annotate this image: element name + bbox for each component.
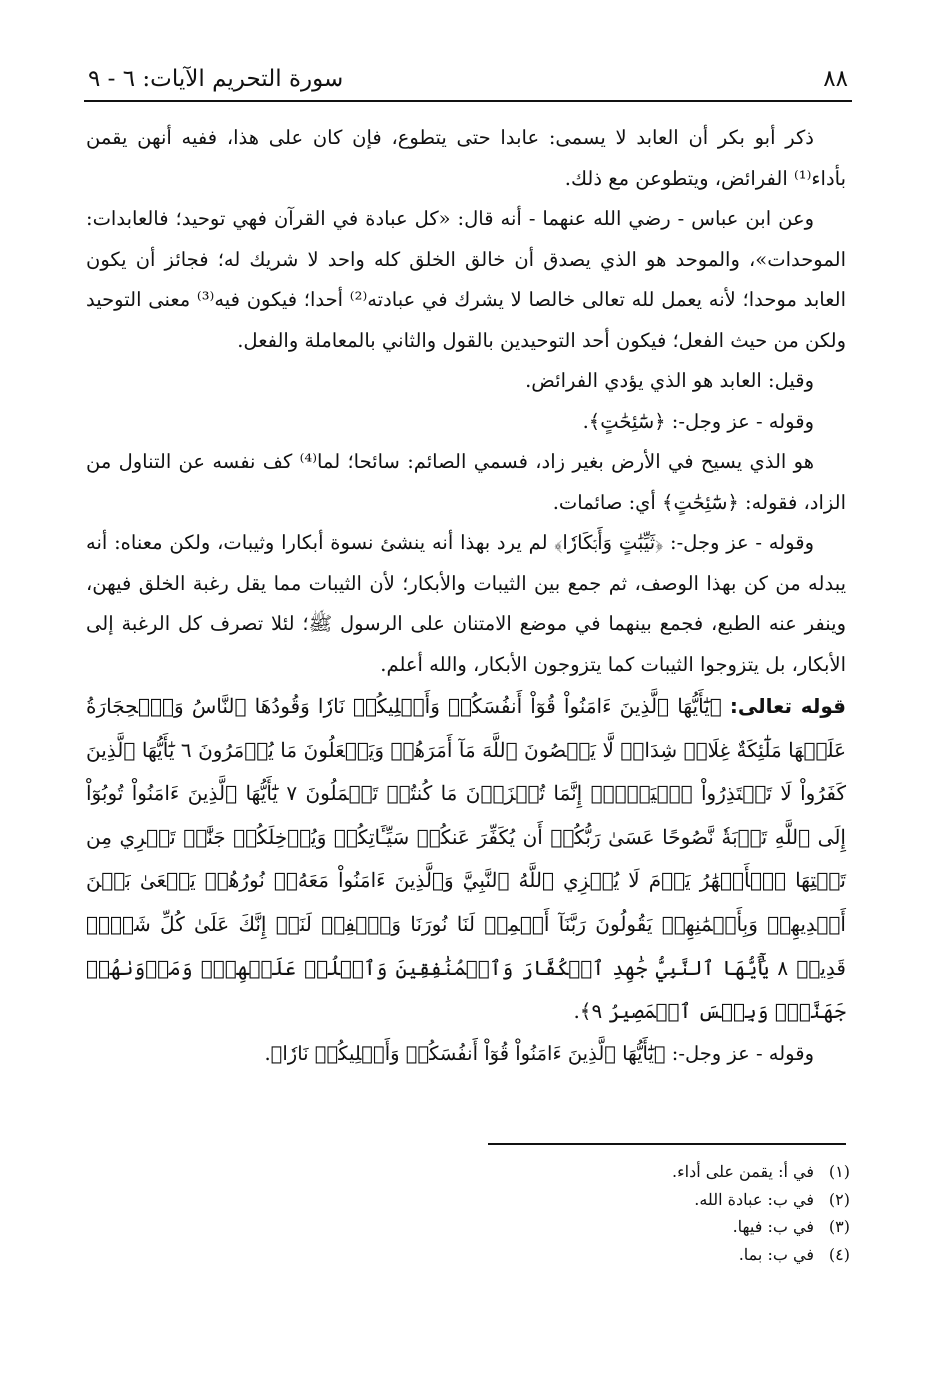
quran-passage	[86, 685, 846, 1034]
paragraph-2: وعن ابن عباس - رضي الله عنهما - أنه قال: «كل عبادة في القرآن فهي توحيد؛ فالعابدات: الموحدات»، والموحد هو الذي يصدق أن خالق الخلق كله واحد لا شريك له؛ فجائز أن يكون العابد موحدا؛ لأنه يعمل لله تعالى خالصا لا يشرك في عبادته⁽²⁾ أحدا؛ فيكون فيه⁽³⁾ معنى التوحيد ولكن من حيث الفعل؛ فيكون أحد التوحيدين بالقول والثاني بالمعاملة والفعل.	[86, 207, 847, 352]
footnote-number: (٤)	[828, 1244, 850, 1264]
footnote	[480, 1186, 850, 1214]
paragraph-6: وقوله - عز وجل-: ﴿ثَيِّبَٰتٍ وَأَبۡكَارٗا﴾ لم يرد بهذا أنه ينشئ نسوة أبكارا وثيبات، ولكن معناه: أنه يبدله من كن بهذا الوصف، ثم جمع بين الثيبات والأبكار؛ لأن الثيبات مما يقل رغبة الخلق فيهن، وينفر عنه الطبع، فجمع بينهما في موضع الامتنان على الرسول ﷺ؛ لئلا تصرف كل الرغبة إلى الأبكار، بل يتزوجوا الثيبات كما يتزوجون الأبكار، والله أعلم.	[86, 531, 846, 676]
running-header	[88, 58, 848, 100]
footnote-number: (٢)	[828, 1189, 850, 1209]
quran-verses: ﴿يَٰٓأَيُّهَا ٱلَّذِينَ ءَامَنُواْ قُوٓاْ أَنفُسَكُمۡ وَأَهۡلِيكُمۡ نَارٗا وَقُودُهَا ٱلنَّاسُ وَٱلۡحِجَارَةُ عَلَيۡهَا مَلَٰٓئِكَةٌ غِلَاظٞ شِدَادٞ لَّا يَعۡصُونَ ٱللَّهَ مَآ أَمَرَهُمۡ وَيَفۡعَلُونَ مَا يُؤۡمَرُونَ ٦ يَٰٓأَيُّهَا ٱلَّذِينَ كَفَرُواْ لَا تَعۡتَذِرُواْ ٱلۡيَوۡمَۖ إِنَّمَا تُجۡزَوۡنَ مَا كُنتُمۡ تَعۡمَلُونَ ٧ يَٰٓأَيُّهَا ٱلَّذِينَ ءَامَنُواْ تُوبُوٓاْ إِلَى ٱللَّهِ تَوۡبَةٗ نَّصُوحًا عَسَىٰ رَبُّكُمۡ أَن يُكَفِّرَ عَنكُمۡ سَيِّـَٔاتِكُمۡ وَيُدۡخِلَكُمۡ جَنَّٰتٖ تَجۡرِي مِن تَحۡتِهَا ٱلۡأَنۡهَٰرُ يَوۡمَ لَا يُخۡزِي ٱللَّهُ ٱلنَّبِيَّ وَٱلَّذِينَ ءَامَنُواْ مَعَهُۥۖ نُورُهُمۡ يَسۡعَىٰ بَيۡنَ أَيۡدِيهِمۡ وَبِأَيۡمَٰنِهِمۡ يَقُولُونَ رَبَّنَآ أَتۡمِمۡ لَنَا نُورَنَا وَٱغۡفِرۡ لَنَآۖ إِنَّكَ عَلَىٰ كُلِّ شَيۡءٖ قَدِيرٞ ٨ يَٰٓأَيُّهَا ٱلنَّبِيُّ جَٰهِدِ ٱلۡكُفَّارَ وَٱلۡمُنَٰفِقِينَ وَٱغۡلُظۡ عَلَيۡهِمۡۚ وَمَأۡوَىٰهُمۡ جَهَنَّمُۖ وَبِئۡسَ ٱلۡمَصِيرُ ٩﴾.	[86, 694, 846, 1024]
footnote-number: (١)	[828, 1162, 850, 1181]
footnote-text: في ب: عبادة الله.	[694, 1189, 814, 1209]
footnote-text: في ب: فيها.	[732, 1217, 814, 1236]
footnote-number: (٣)	[828, 1217, 850, 1236]
main-text	[86, 118, 846, 1074]
chapter-title: سورة التحريم الآيات: ٦ - ٩	[88, 66, 344, 92]
paragraph-3: وقيل: العابد هو الذي يؤدي الفرائض.	[525, 369, 814, 392]
paragraph-5: هو الذي يسيح في الأرض بغير زاد، فسمي الصائم: سائحا؛ لما⁽⁴⁾ كف نفسه عن التناول من الزاد، فقوله: ﴿سَٰٓئِحَٰتٍ﴾ أي: صائمات.	[86, 450, 846, 514]
paragraph-1: ذكر أبو بكر أن العابد لا يسمى: عابدا حتى يتطوع، فإن كان على هذا، ففيه أنهن يقمن بأداء⁽¹⁾ الفرائض، ويتطوعن مع ذلك.	[86, 126, 846, 190]
header-rule	[84, 100, 852, 102]
footnote	[480, 1241, 850, 1269]
footnote	[480, 1213, 850, 1241]
page-number: ٨٨	[823, 66, 848, 92]
footnote	[480, 1158, 850, 1186]
footnote-text: في أ: يقمن على أداء.	[672, 1162, 814, 1181]
footnote-text: في ب: بما.	[738, 1244, 814, 1264]
closing-paragraph: وقوله - عز وجل-: ﴿يَٰٓأَيُّهَا ٱلَّذِينَ ءَامَنُواْ قُوٓاْ أَنفُسَكُمۡ وَأَهۡلِيكُمۡ نَارٗا﴾.	[264, 1041, 814, 1065]
footnotes	[480, 1158, 850, 1268]
footnote-rule	[488, 1143, 846, 1145]
paragraph-4: وقوله - عز وجل-: ﴿سَٰٓئِحَٰتٍ﴾.	[582, 409, 814, 433]
quran-lead: قوله تعالى:	[729, 694, 846, 718]
